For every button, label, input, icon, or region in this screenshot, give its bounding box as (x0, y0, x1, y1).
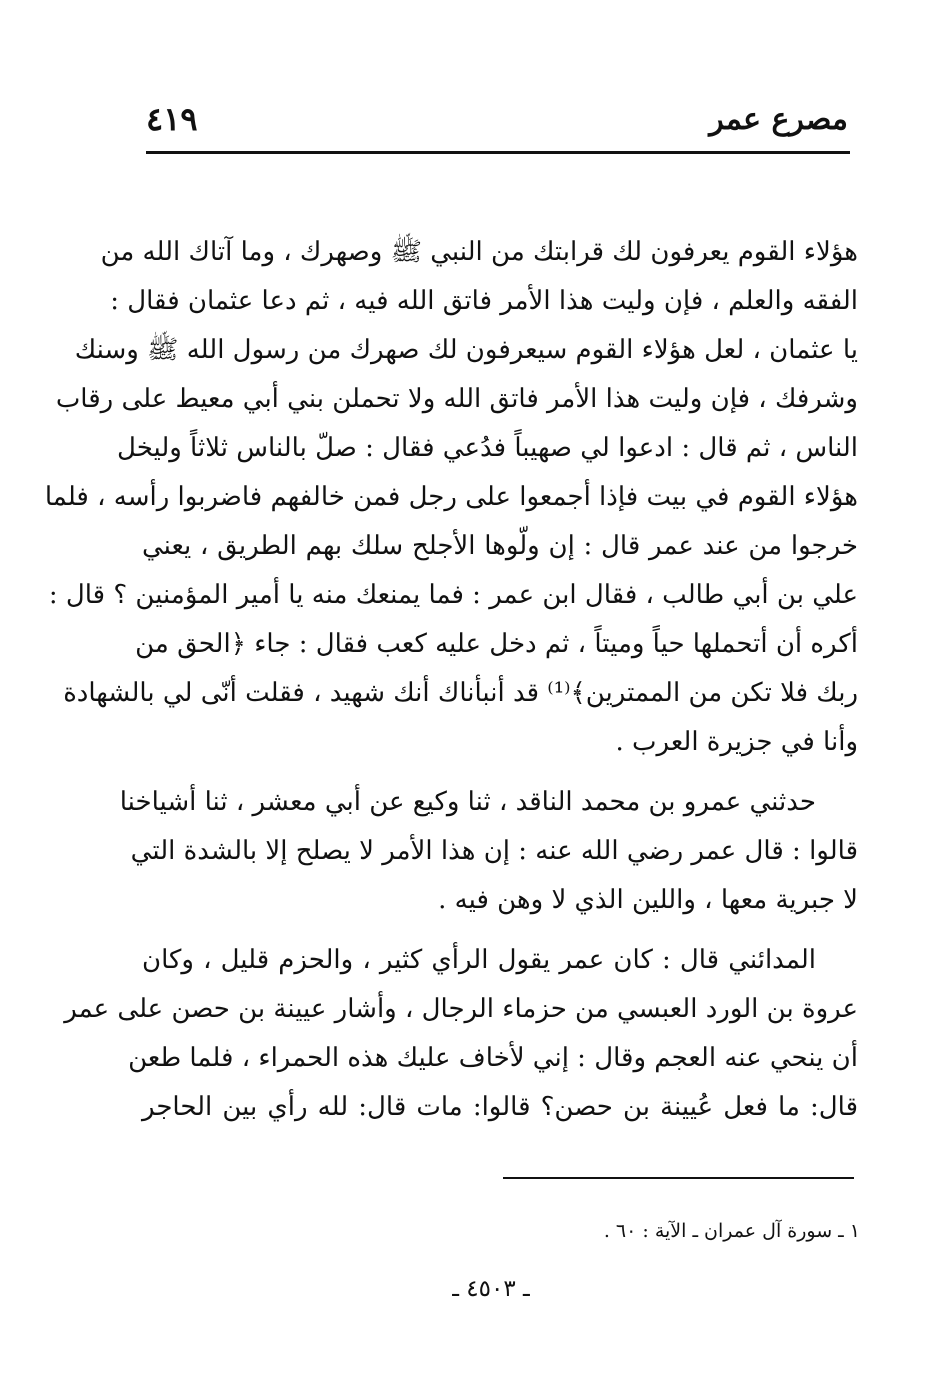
text-line: علي بن أبي طالب ، فقال ابن عمر : فما يمنعك منه يا أمير المؤمنين ؟ قال : (48, 580, 858, 610)
chapter-title: مصرع عمر (709, 102, 848, 137)
paragraph-gap (142, 767, 858, 778)
text-line: أن ينحي عنه العجم وقال : إني لأخاف عليك هذه الحمراء ، فلما طعن (128, 1043, 858, 1073)
text-line: الناس ، ثم قال : ادعوا لي صهيباً فدُعي فقال : صلّ بالناس ثلاثاً وليخل (117, 433, 858, 463)
text-line: أكره أن أتحملها حياً وميتاً ، ثم دخل عليه كعب فقال : جاء ﴿الحق من (135, 629, 858, 659)
footnote-divider (503, 1177, 854, 1179)
main-text (44, 228, 858, 1132)
text-line: قالوا : قال عمر رضي الله عنه : إن هذا الأمر لا يصلح إلا بالشدة التي (130, 836, 858, 866)
header-page-number: ٤١٩ (146, 100, 198, 138)
text-line: لا جبرية معها ، واللين الذي لا وهن فيه . (438, 885, 858, 915)
text-line: خرجوا من عند عمر قال : إن ولّوها الأجلح سلك بهم الطريق ، يعني (142, 531, 858, 561)
text-line: ربك فلا تكن من الممترين﴾⁽¹⁾ قد أنبأناك أنك شهيد ، فقلت أنّى لي بالشهادة (63, 678, 858, 708)
text-line: وأنا في جزيرة العرب . (615, 727, 858, 757)
header-divider (146, 151, 850, 154)
text-line: هؤلاء القوم يعرفون لك قرابتك من النبي ﷺ وصهرك ، وما آتاك الله من (100, 237, 858, 267)
footnote: ١ ـ سورة آل عمران ـ الآية : ٦٠ . (603, 1220, 860, 1242)
text-line: المدائني قال : كان عمر يقول الرأي كثير ، والحزم قليل ، وكان (142, 945, 816, 975)
footer-page-number: ـ ٤٥٠٣ ـ (452, 1276, 530, 1302)
text-line: حدثني عمرو بن محمد الناقد ، ثنا وكيع عن أبي معشر ، ثنا أشياخنا (119, 787, 816, 817)
text-line: قال: ما فعل عُيينة بن حصن؟ قالوا: مات قال: لله رأي بين الحاجر (142, 1092, 858, 1122)
page-header (146, 100, 850, 150)
text-line: يا عثمان ، لعل هؤلاء القوم سيعرفون لك صهرك من رسول الله ﷺ وسنك (74, 335, 858, 365)
text-line: عروة بن الورد العبسي من حزماء الرجال ، وأشار عيينة بن حصن على عمر (64, 994, 858, 1024)
text-line: الفقه والعلم ، فإن وليت هذا الأمر فاتق الله فيه ، ثم دعا عثمان فقال : (110, 286, 858, 316)
text-line: هؤلاء القوم في بيت فإذا أجمعوا على رجل فمن خالفهم فاضربوا رأسه ، فلما (44, 482, 858, 512)
text-line: وشرفك ، فإن وليت هذا الأمر فاتق الله ولا تحملن بني أبي معيط على رقاب (55, 384, 858, 414)
paragraph-gap (142, 925, 858, 936)
